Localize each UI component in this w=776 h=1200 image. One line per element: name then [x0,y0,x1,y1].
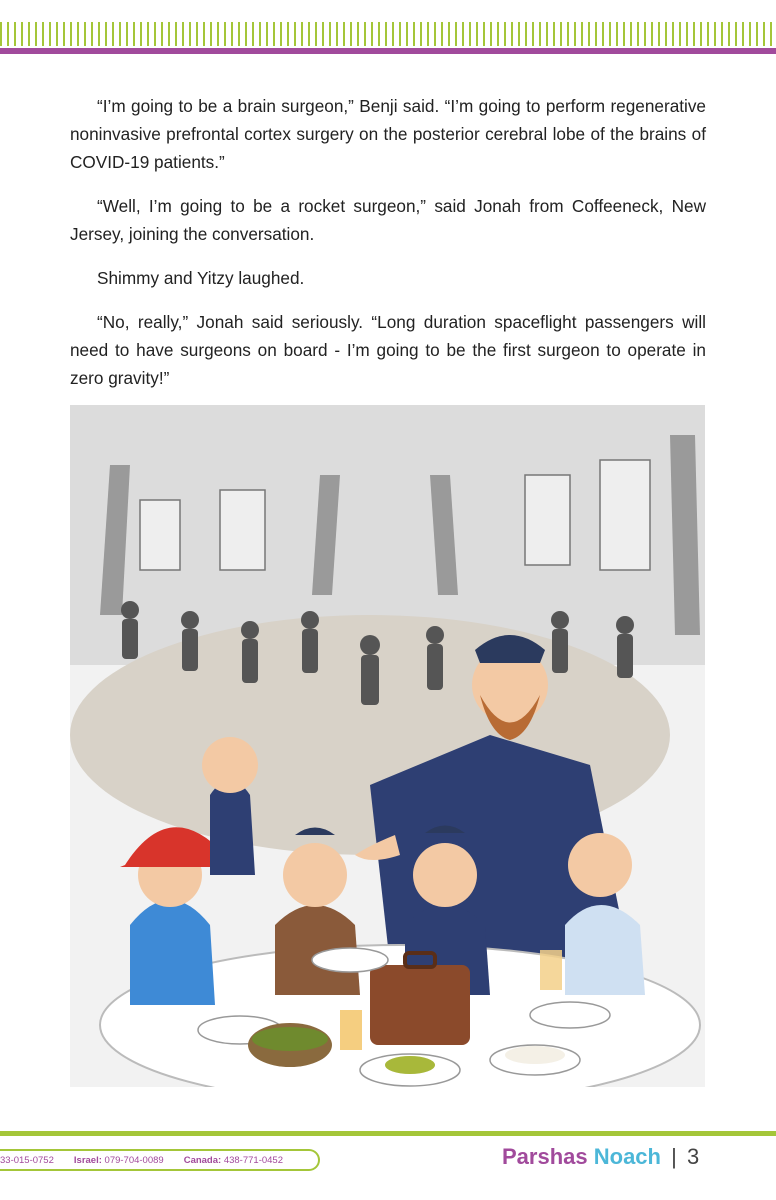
story-paragraph: “I’m going to be a brain surgeon,” Benji said. “I’m going to perform regenerative noninvasive prefrontal cortex surgery on the posterior cerebral lobe of the brains of COVID-19 patients.” [70,96,706,172]
top-tick-border [0,22,776,46]
footer-title [502,1144,699,1170]
story-paragraph: “Well, I’m going to be a rocket surgeon,” said Jonah from Coffeeneck, New Jersey, joining the conversation. [70,196,706,244]
contact-canada: Canada: 438-771-0452 [183,1154,283,1166]
bottom-rule [0,1131,776,1136]
top-rule [0,48,776,54]
contact-israel: Israel: 079-704-0089 [73,1154,164,1166]
contact-info-box [0,1149,320,1171]
page-number: 3 [686,1144,700,1169]
title-separator: | [671,1144,677,1169]
story-paragraph: “No, really,” Jonah said seriously. “Long duration spaceflight passengers will need to have surgeons on board - I’m going to be the first surgeon to operate in zero gravity!” [70,312,706,388]
parsha-label: Parshas [502,1144,588,1169]
contact-phone: 33-015-0752 [0,1154,54,1166]
story-text [70,92,706,408]
story-paragraph: Shimmy and Yitzy laughed. [97,268,305,288]
parsha-name: Noach [593,1144,661,1169]
wedding-scene-illustration [70,405,705,1087]
